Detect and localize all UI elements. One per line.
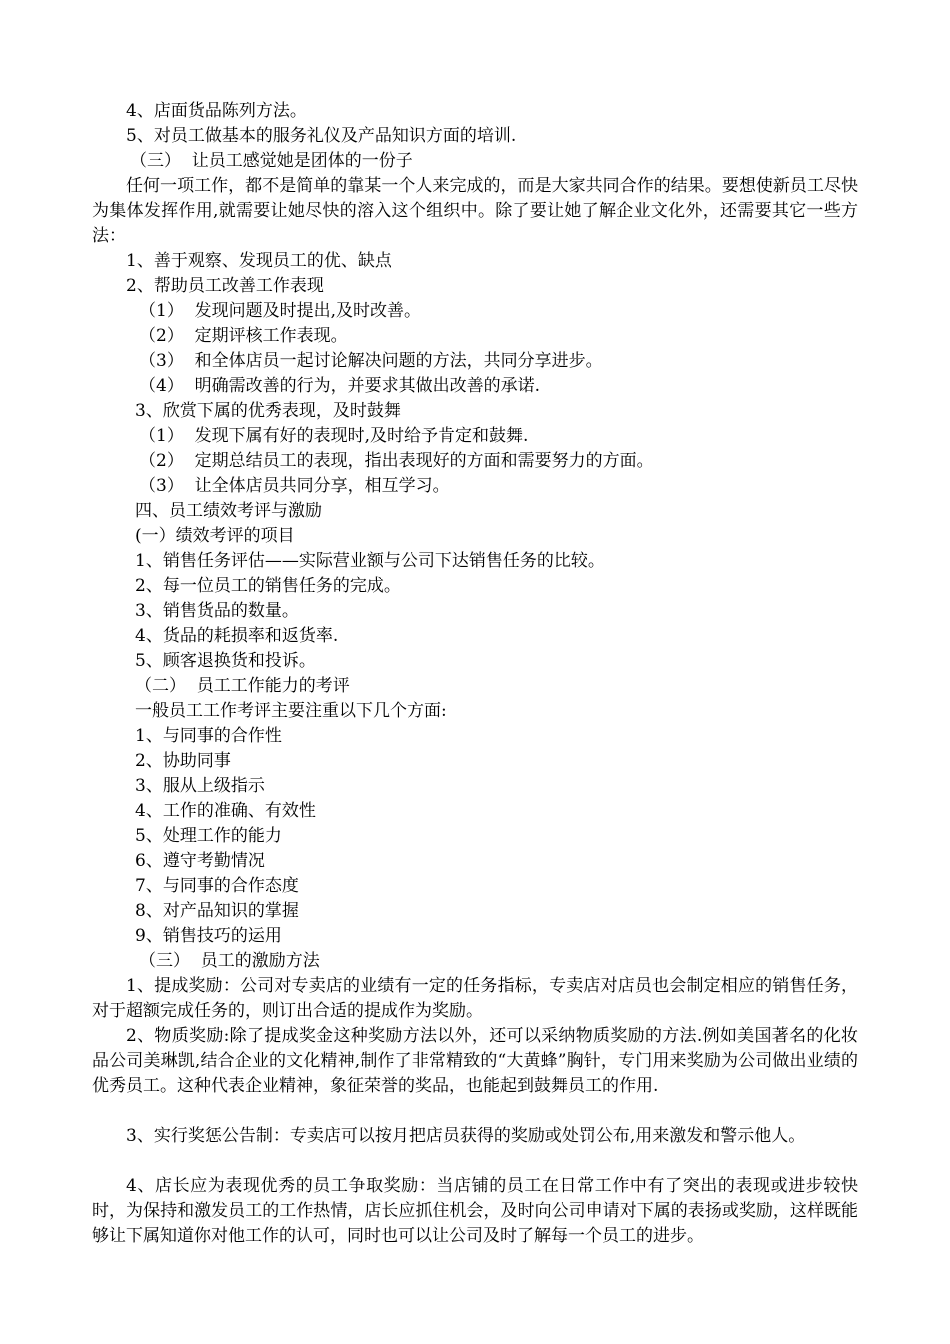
list-item: 5、对员工做基本的服务礼仪及产品知识方面的培训.: [126, 126, 517, 146]
section-heading: (一）绩效考评的项目: [135, 526, 295, 546]
section-heading: （三） 员工的激励方法: [139, 951, 320, 971]
list-item: 1、善于观察、发现员工的优、缺点: [126, 251, 392, 271]
list-item: 7、与同事的合作态度: [135, 876, 299, 896]
paragraph: 任何一项工作，都不是简单的靠某一个人来完成的，而是大家共同合作的结果。要想使新员工尽快为集体发挥作用,就需要让她尽快的溶入这个组织中。除了要让她了解企业文化外，还需要其它一些方法：: [92, 176, 858, 246]
list-item: 1、与同事的合作性: [135, 726, 282, 746]
sub-list-item: （3） 和全体店员一起讨论解决问题的方法，共同分享进步。: [139, 351, 603, 371]
section-heading: 四、员工绩效考评与激励: [135, 501, 322, 521]
list-item: 5、顾客退换货和投诉。: [135, 651, 316, 671]
list-item: 2、协助同事: [135, 751, 231, 771]
list-item: 8、对产品知识的掌握: [135, 901, 299, 921]
list-item: 1、销售任务评估——实际营业额与公司下达销售任务的比较。: [135, 551, 605, 571]
paragraph: 1、提成奖励：公司对专卖店的业绩有一定的任务指标，专卖店对店员也会制定相应的销售任务，对于超额完成任务的，则订出合适的提成作为奖励。: [92, 976, 858, 1021]
paragraph: 一般员工工作考评主要注重以下几个方面:: [135, 701, 447, 721]
sub-list-item: （2） 定期总结员工的表现，指出表现好的方面和需要努力的方面。: [139, 451, 654, 471]
section-heading: （二） 员工工作能力的考评: [135, 676, 350, 696]
list-item: 5、处理工作的能力: [135, 826, 282, 846]
list-item: 9、销售技巧的运用: [135, 926, 282, 946]
paragraph: 4、店长应为表现优秀的员工争取奖励：当店铺的员工在日常工作中有了突出的表现或进步较快时，为保持和激发员工的工作热情，店长应抓住机会，及时向公司申请对下属的表扬或奖励，这样既能够让下属知道你对他工作的认可，同时也可以让公司及时了解每一个员工的进步。: [92, 1176, 858, 1246]
sub-list-item: （1） 发现问题及时提出,及时改善。: [139, 301, 422, 321]
sub-list-item: （2） 定期评核工作表现。: [139, 326, 348, 346]
list-item: 2、每一位员工的销售任务的完成。: [135, 576, 401, 596]
list-item: 4、工作的准确、有效性: [135, 801, 316, 821]
list-item: 4、货品的耗损率和返货率.: [135, 626, 339, 646]
sub-list-item: （4） 明确需改善的行为，并要求其做出改善的承诺.: [139, 376, 541, 396]
section-heading: （三） 让员工感觉她是团体的一份子: [130, 151, 413, 171]
sub-list-item: （3） 让全体店员共同分享，相互学习。: [139, 476, 450, 496]
list-item: 6、遵守考勤情况: [135, 851, 265, 871]
paragraph: 3、实行奖惩公告制：专卖店可以按月把店员获得的奖励或处罚公布,用来激发和警示他人。: [126, 1126, 806, 1146]
paragraph: 2、物质奖励:除了提成奖金这种奖励方法以外，还可以采纳物质奖励的方法.例如美国著名的化妆品公司美琳凯,结合企业的文化精神,制作了非常精致的“大黄蜂”胸针，专门用来奖励为公司做出业绩的优秀员工。这种代表企业精神，象征荣誉的奖品，也能起到鼓舞员工的作用.: [92, 1026, 858, 1096]
sub-list-item: （1） 发现下属有好的表现时,及时给予肯定和鼓舞.: [139, 426, 529, 446]
list-item: 3、欣赏下属的优秀表现，及时鼓舞: [135, 401, 401, 421]
list-item: 4、店面货品陈列方法。: [126, 101, 307, 121]
list-item: 3、销售货品的数量。: [135, 601, 299, 621]
list-item: 2、帮助员工改善工作表现: [126, 276, 324, 296]
list-item: 3、服从上级指示: [135, 776, 265, 796]
